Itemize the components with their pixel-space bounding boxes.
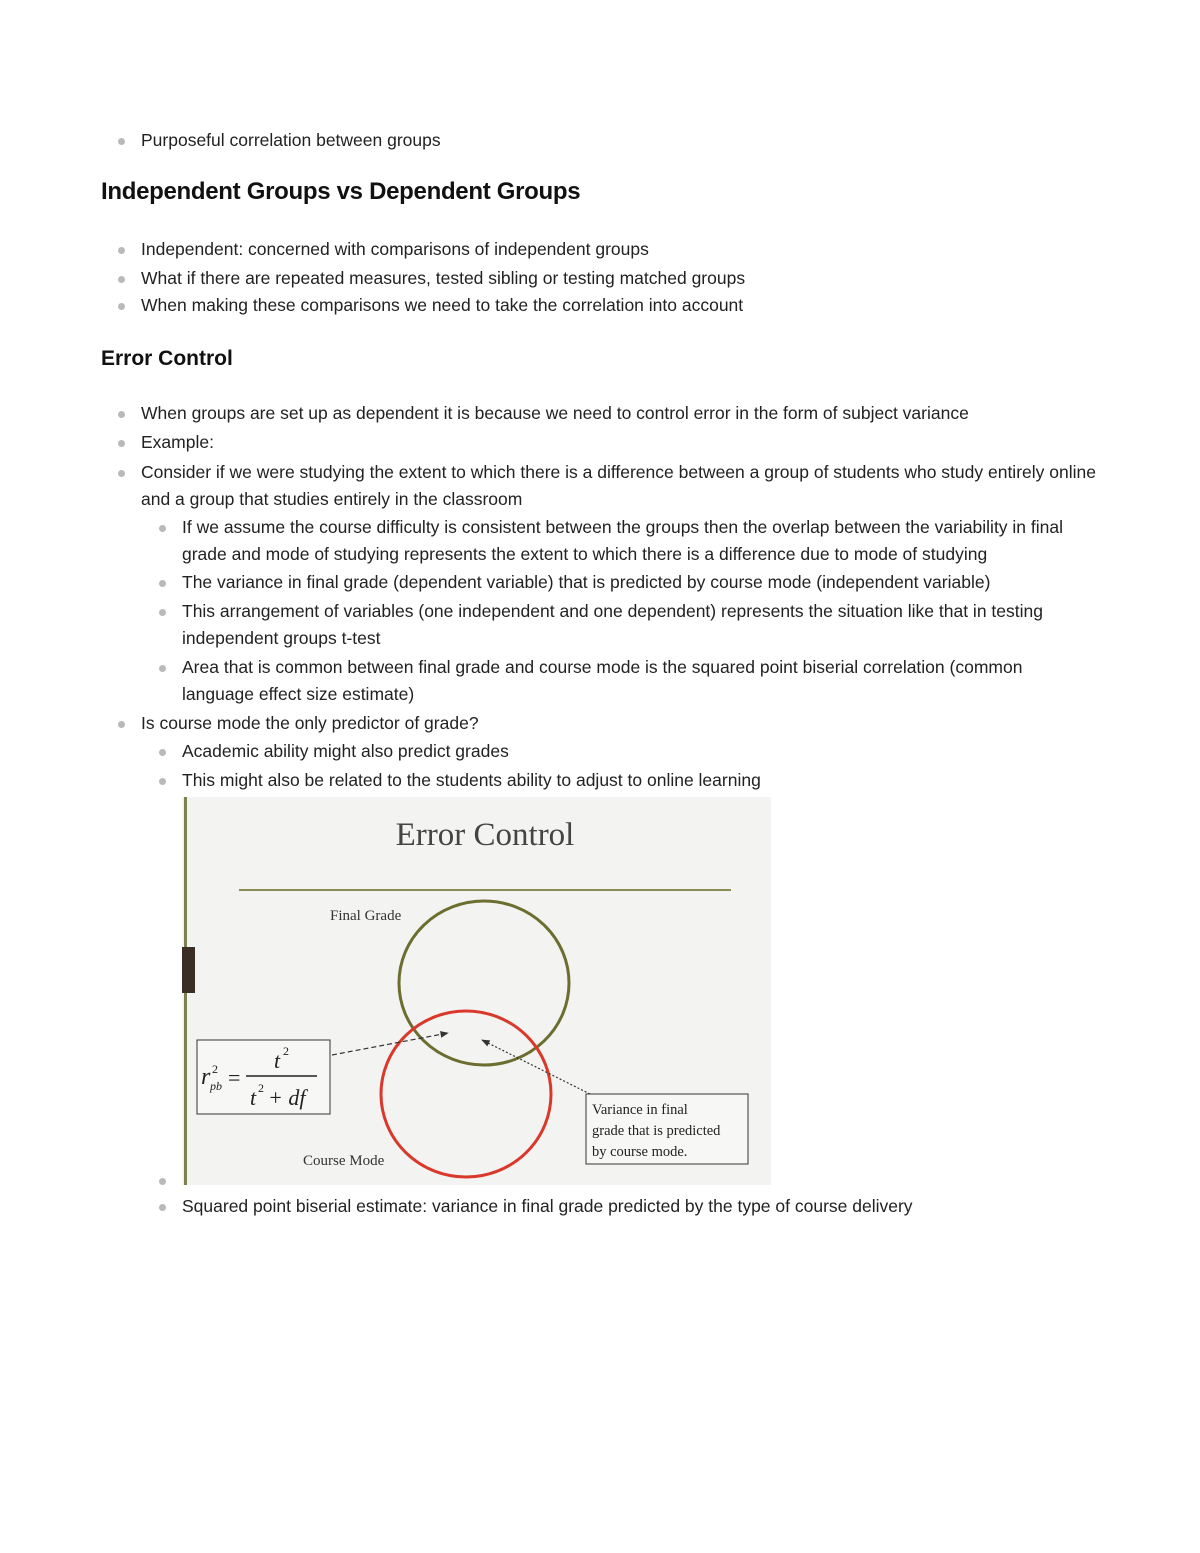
- list-item: Independent: concerned with comparisons of independent groups: [141, 236, 1101, 263]
- note-line-1: Variance in final: [592, 1102, 688, 1118]
- formula-numerator-sup: 2: [283, 1044, 289, 1058]
- formula-denominator-df: + df: [268, 1085, 306, 1110]
- formula-lhs-sub: pb: [210, 1079, 222, 1093]
- list-item: What if there are repeated measures, tested sibling or testing matched groups: [141, 265, 1101, 292]
- sub-list-item: This arrangement of variables (one independent and one dependent) represents the situation like that in testing independent groups t-test: [182, 598, 1082, 652]
- formula-lhs: r: [201, 1064, 211, 1090]
- note-line-2: grade that is predicted: [592, 1123, 721, 1139]
- figure-title: Error Control: [395, 817, 575, 853]
- list-item: Is course mode the only predictor of grade?: [141, 710, 1101, 737]
- section-heading-independent-dependent: Independent Groups vs Dependent Groups: [101, 178, 581, 205]
- list-item: Consider if we were studying the extent to which there is a difference between a group of students who study entirely online and a group that studies entirely in the classroom: [141, 459, 1101, 513]
- formula-equals: =: [228, 1065, 241, 1090]
- sub-list-item: Squared point biserial estimate: variance in final grade predicted by the type of course delivery: [182, 1193, 1082, 1220]
- note-line-3: by course mode.: [592, 1144, 688, 1160]
- formula-denominator: t: [250, 1085, 257, 1110]
- sub-list-item: Area that is common between final grade and course mode is the squared point biserial correlation (common language effect size estimate): [182, 654, 1082, 708]
- list-item: When making these comparisons we need to take the correlation into account: [141, 292, 1101, 319]
- list-item: Example:: [141, 429, 1101, 456]
- list-item: When groups are set up as dependent it is because we need to control error in the form of subject variance: [141, 400, 1101, 427]
- formula-lhs-sup: 2: [212, 1062, 218, 1076]
- label-course-mode: Course Mode: [303, 1153, 385, 1169]
- sub-list-item: The variance in final grade (dependent variable) that is predicted by course mode (independent variable): [182, 569, 1082, 596]
- label-final-grade: Final Grade: [330, 908, 402, 924]
- formula-denominator-sup: 2: [258, 1081, 264, 1095]
- figure-tab: [182, 947, 195, 993]
- venn-diagram: [182, 797, 771, 1185]
- section-heading-error-control: Error Control: [101, 347, 233, 370]
- sub-list-item: If we assume the course difficulty is consistent between the groups then the overlap between the variability in final grade and mode of studying represents the extent to which there is a difference due to mode of studying: [182, 514, 1082, 568]
- sub-list-item: Academic ability might also predict grades: [182, 738, 1082, 765]
- error-control-figure: [182, 797, 771, 1185]
- formula-box: [197, 1040, 330, 1114]
- sub-list-item: This might also be related to the students ability to adjust to online learning: [182, 767, 1082, 794]
- formula-numerator: t: [274, 1048, 281, 1073]
- list-item: Purposeful correlation between groups: [141, 127, 1101, 154]
